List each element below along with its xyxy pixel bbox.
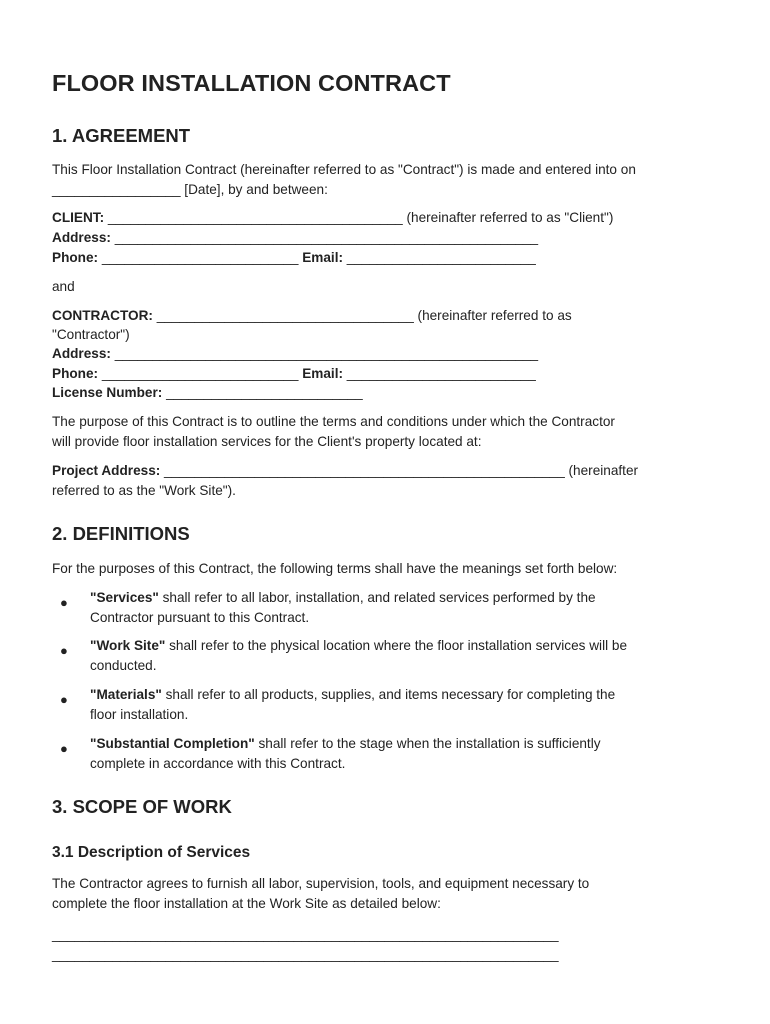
project-address-field [52, 461, 638, 481]
purpose-line-2: will provide floor installation services for the Client's property located at: [52, 434, 482, 449]
license-label: License Number: [52, 385, 163, 400]
project-address-label: Project Address: [52, 463, 161, 478]
contractor-label: CONTRACTOR: [52, 308, 153, 323]
client-label: CLIENT: [52, 210, 105, 225]
contractor-email-blank: _________________________ [343, 366, 536, 381]
scope-description-line-2: complete the floor installation at the Work Site as detailed below: [52, 896, 441, 911]
definition-item-substantial-completion [52, 734, 732, 773]
bullet-icon: ● [60, 595, 68, 610]
definition-item-services [52, 588, 732, 627]
and-text: and [52, 279, 75, 294]
contractor-blank: __________________________________ (hereinafter referred to as [152, 308, 572, 323]
license-blank: __________________________ [162, 385, 363, 400]
bullet-icon: ● [60, 692, 68, 707]
contractor-email-label: Email: [302, 366, 343, 381]
project-address-blank: _____________________________________________________ (hereinafter [160, 463, 639, 478]
client-phone-blank: __________________________ [98, 250, 303, 265]
client-address-blank: ________________________________________________________ [110, 230, 539, 245]
client-field [52, 208, 613, 228]
contractor-continuation: "Contractor") [52, 327, 130, 342]
client-email-label: Email: [302, 250, 343, 265]
contractor-phone-blank: __________________________ [98, 366, 303, 381]
agreement-intro-line-1: This Floor Installation Contract (hereinafter referred to as "Contract") is made and entered into on [52, 162, 636, 177]
bullet-icon: ● [60, 741, 68, 756]
definition-text: "Substantial Completion" shall refer to the stage when the installation is sufficiently complete in accordance with this Contract. [90, 736, 601, 771]
client-address-field [52, 228, 538, 248]
section-heading-scope-of-work: 3. SCOPE OF WORK [52, 796, 232, 817]
project-address-continuation: referred to as the "Work Site"). [52, 483, 236, 498]
agreement-intro-line-2: _________________ [Date], by and between: [52, 182, 328, 197]
scope-blank-line-1: ___________________________________________________________________ [52, 927, 559, 942]
bullet-icon: ● [60, 643, 68, 658]
definition-text: "Work Site" shall refer to the physical location where the floor installation services will be conducted. [90, 638, 628, 673]
definition-text: "Services" shall refer to all labor, installation, and related services performed by the Contractor pursuant to this Contract. [90, 590, 596, 625]
contractor-field [52, 306, 572, 326]
section-heading-definitions: 2. DEFINITIONS [52, 523, 190, 544]
section-heading-agreement: 1. AGREEMENT [52, 125, 191, 146]
scope-description-line-1: The Contractor agrees to furnish all labor, supervision, tools, and equipment necessary to [52, 876, 590, 891]
license-field [52, 383, 363, 403]
contractor-address-label: Address: [52, 346, 111, 361]
definition-text: "Materials" shall refer to all products, supplies, and items necessary for completing the floor installation. [90, 687, 616, 722]
definitions-intro: For the purposes of this Contract, the following terms shall have the meanings set forth below: [52, 561, 618, 576]
client-blank: _______________________________________ (hereinafter referred to as "Client") [104, 210, 614, 225]
document-title: FLOOR INSTALLATION CONTRACT [52, 70, 451, 96]
contractor-address-blank: ________________________________________________________ [110, 346, 539, 361]
contractor-address-field [52, 344, 538, 364]
scope-blank-line-2: ___________________________________________________________________ [52, 947, 559, 962]
definition-item-work-site [52, 636, 732, 675]
client-phone-label: Phone: [52, 250, 99, 265]
client-contact-field [52, 248, 536, 268]
contractor-contact-field [52, 364, 536, 384]
client-address-label: Address: [52, 230, 111, 245]
definition-item-materials [52, 685, 732, 724]
subsection-heading-description-of-services: 3.1 Description of Services [52, 844, 251, 861]
contractor-phone-label: Phone: [52, 366, 99, 381]
purpose-line-1: The purpose of this Contract is to outline the terms and conditions under which the Contractor [52, 414, 615, 429]
client-email-blank: _________________________ [343, 250, 536, 265]
